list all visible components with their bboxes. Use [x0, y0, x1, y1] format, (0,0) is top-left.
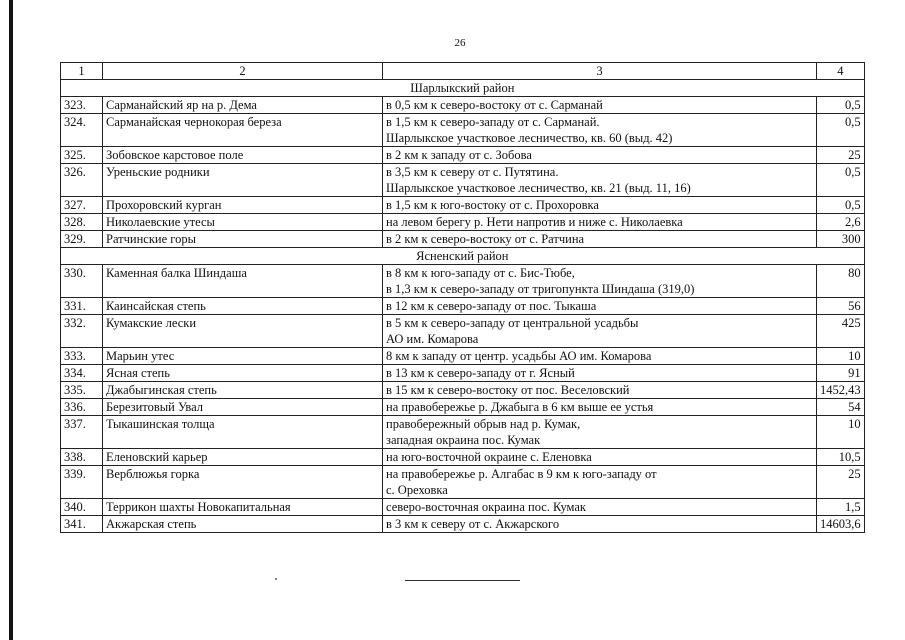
location-line: в 2 км к северо-востоку от с. Ратчина	[386, 232, 585, 246]
location-cell	[383, 315, 817, 348]
stray-dot	[275, 578, 277, 580]
location-line: в 3 км к северу от с. Акжарского	[386, 517, 560, 531]
row-number: 337.	[61, 416, 103, 449]
location-line: правобережный обрыв над р. Кумак,	[386, 417, 581, 431]
area-value: 10	[817, 348, 865, 365]
location-cell	[383, 147, 817, 164]
object-name: Джабыгинская степь	[103, 382, 383, 399]
object-name: Ратчинские горы	[103, 231, 383, 248]
location-cell	[383, 466, 817, 499]
object-name: Сарманайский яр на р. Дема	[103, 97, 383, 114]
object-name: Каинсайская степь	[103, 298, 383, 315]
section-title: Шарлыкский район	[61, 80, 865, 97]
area-value: 25	[817, 466, 865, 499]
area-value: 80	[817, 265, 865, 298]
table-row	[61, 97, 865, 114]
area-value: 300	[817, 231, 865, 248]
area-value: 0,5	[817, 197, 865, 214]
object-name: Уреньские родники	[103, 164, 383, 197]
row-number: 339.	[61, 466, 103, 499]
row-number: 334.	[61, 365, 103, 382]
object-name: Верблюжья горка	[103, 466, 383, 499]
row-number: 331.	[61, 298, 103, 315]
location-line: западная окраина пос. Кумак	[386, 433, 541, 447]
section-title: Ясненский район	[61, 248, 865, 265]
row-number: 333.	[61, 348, 103, 365]
table-row	[61, 365, 865, 382]
area-value: 10	[817, 416, 865, 449]
table-row	[61, 214, 865, 231]
location-cell	[383, 399, 817, 416]
row-number: 341.	[61, 516, 103, 533]
area-value: 25	[817, 147, 865, 164]
area-value: 54	[817, 399, 865, 416]
area-value: 0,5	[817, 114, 865, 147]
row-number: 326.	[61, 164, 103, 197]
table-row	[61, 298, 865, 315]
row-number: 336.	[61, 399, 103, 416]
location-cell	[383, 365, 817, 382]
table-row	[61, 315, 865, 348]
location-line: в 1,5 км к северо-западу от с. Сарманай.	[386, 115, 600, 129]
table-row	[61, 416, 865, 449]
row-number: 330.	[61, 265, 103, 298]
location-line: в 1,5 км к юго-востоку от с. Прохоровка	[386, 198, 599, 212]
location-cell	[383, 348, 817, 365]
location-cell	[383, 516, 817, 533]
table-row	[61, 197, 865, 214]
table-row	[61, 399, 865, 416]
object-name: Прохоровский курган	[103, 197, 383, 214]
table-row	[61, 466, 865, 499]
object-name: Березитовый Увал	[103, 399, 383, 416]
location-line: в 3,5 км к северу от с. Путятина.	[386, 165, 559, 179]
table-row	[61, 348, 865, 365]
location-line: Шарлыкское участковое лесничество, кв. 60 (выд. 42)	[386, 131, 673, 145]
area-value: 2,6	[817, 214, 865, 231]
location-line: 8 км к западу от центр. усадьбы АО им. Комарова	[386, 349, 652, 363]
page-number: 26	[454, 37, 466, 49]
area-value: 10,5	[817, 449, 865, 466]
table-row	[61, 114, 865, 147]
location-cell	[383, 265, 817, 298]
table-row	[61, 265, 865, 298]
area-value: 1452,43	[817, 382, 865, 399]
object-name: Еленовский карьер	[103, 449, 383, 466]
area-value: 91	[817, 365, 865, 382]
footer-rule	[405, 580, 520, 581]
location-line: на правобережье р. Алгабас в 9 км к юго-западу от	[386, 467, 657, 481]
row-number: 328.	[61, 214, 103, 231]
object-name: Сарманайская чернокорая береза	[103, 114, 383, 147]
row-number: 329.	[61, 231, 103, 248]
table-header-row	[61, 63, 865, 80]
location-line: на юго-восточной окраине с. Еленовка	[386, 450, 592, 464]
header-cell: 4	[817, 63, 865, 80]
location-cell	[383, 231, 817, 248]
location-line: на правобережье р. Джабыга в 6 км выше ее устья	[386, 400, 654, 414]
location-cell	[383, 298, 817, 315]
location-line: в 1,3 км к северо-западу от тригопункта Шиндаша (319,0)	[386, 282, 695, 296]
location-cell	[383, 214, 817, 231]
object-name: Ясная степь	[103, 365, 383, 382]
area-value: 0,5	[817, 164, 865, 197]
table-row	[61, 231, 865, 248]
row-number: 327.	[61, 197, 103, 214]
row-number: 323.	[61, 97, 103, 114]
location-line: в 2 км к западу от с. Зобова	[386, 148, 532, 162]
location-line: АО им. Комарова	[386, 332, 479, 346]
location-line: с. Ореховка	[386, 483, 448, 497]
object-name: Тыкашинская толща	[103, 416, 383, 449]
table-row	[61, 449, 865, 466]
object-name: Марьин утес	[103, 348, 383, 365]
area-value: 56	[817, 298, 865, 315]
header-cell: 2	[103, 63, 383, 80]
location-line: на левом берегу р. Нети напротив и ниже с. Николаевка	[386, 215, 683, 229]
row-number: 340.	[61, 499, 103, 516]
header-cell: 3	[383, 63, 817, 80]
area-value: 0,5	[817, 97, 865, 114]
table-row	[61, 164, 865, 197]
table-row	[61, 382, 865, 399]
row-number: 338.	[61, 449, 103, 466]
header-cell: 1	[61, 63, 103, 80]
location-cell	[383, 382, 817, 399]
location-cell	[383, 499, 817, 516]
object-name: Кумакские лески	[103, 315, 383, 348]
object-name: Каменная балка Шиндаша	[103, 265, 383, 298]
location-line: в 13 км к северо-западу от г. Ясный	[386, 366, 575, 380]
protected-areas-table	[60, 62, 865, 533]
location-line: в 5 км к северо-западу от центральной усадьбы	[386, 316, 639, 330]
location-line: в 8 км к юго-западу от с. Бис-Тюбе,	[386, 266, 575, 280]
object-name: Террикон шахты Новокапитальная	[103, 499, 383, 516]
row-number: 324.	[61, 114, 103, 147]
location-cell	[383, 449, 817, 466]
section-row	[61, 80, 865, 97]
location-cell	[383, 197, 817, 214]
location-cell	[383, 114, 817, 147]
row-number: 335.	[61, 382, 103, 399]
object-name: Акжарская степь	[103, 516, 383, 533]
row-number: 332.	[61, 315, 103, 348]
table-row	[61, 147, 865, 164]
location-cell	[383, 416, 817, 449]
row-number: 325.	[61, 147, 103, 164]
area-value: 425	[817, 315, 865, 348]
location-line: северо-восточная окраина пос. Кумак	[386, 500, 586, 514]
area-value: 14603,6	[817, 516, 865, 533]
location-line: Шарлыкское участковое лесничество, кв. 21 (выд. 11, 16)	[386, 181, 691, 195]
section-row	[61, 248, 865, 265]
area-value: 1,5	[817, 499, 865, 516]
table-row	[61, 516, 865, 533]
location-cell	[383, 97, 817, 114]
object-name: Николаевские утесы	[103, 214, 383, 231]
location-line: в 12 км к северо-западу от пос. Тыкаша	[386, 299, 597, 313]
binder-edge-line	[9, 0, 13, 640]
location-line: в 0,5 км к северо-востоку от с. Сарманай	[386, 98, 603, 112]
object-name: Зобовское карстовое поле	[103, 147, 383, 164]
table-row	[61, 499, 865, 516]
location-line: в 15 км к северо-востоку от пос. Веселовский	[386, 383, 630, 397]
location-cell	[383, 164, 817, 197]
